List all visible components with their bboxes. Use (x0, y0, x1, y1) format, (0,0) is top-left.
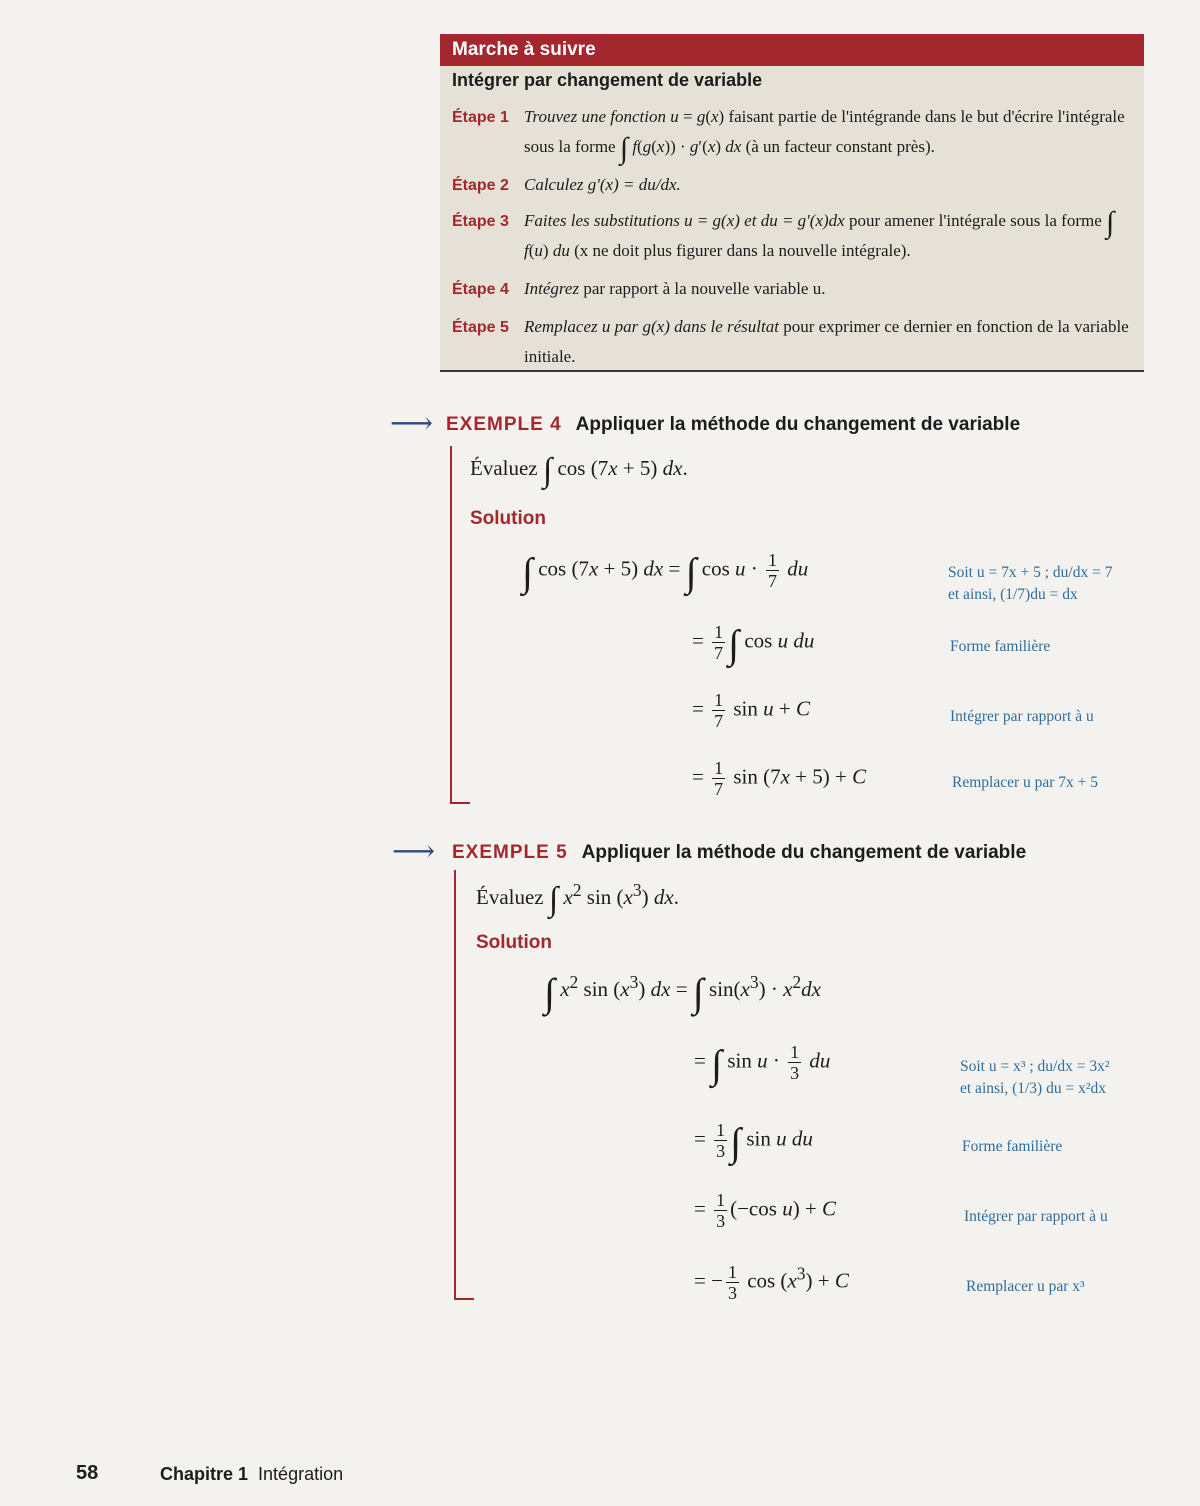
ex4-line-4: = $\frac{1}{7}$ sin (7x + 5) + C (692, 758, 867, 799)
ex5-note-4: Remplacer u par x³ (966, 1278, 1085, 1295)
step-2: Étape 2 Calculez g'(x) = du/dx. (452, 175, 681, 194)
example5-solution-label: Solution (476, 932, 552, 953)
procedure-header: Marche à suivre (440, 34, 1144, 66)
arrow-icon: ⟶ (392, 835, 436, 868)
ex5-line-5: = − $\frac{1}{3}$ $\cos (x^3) + C$ (694, 1262, 849, 1303)
ex4-line-2: = $\frac{1}{7}$ ∫ cos u du (692, 621, 815, 667)
ex5-line-4: = $\frac{1}{3}$ (−cos u) + C (694, 1190, 837, 1231)
example4-bracket (450, 446, 470, 804)
example5-title: EXEMPLE 5 Appliquer la méthode du changement de variable (452, 842, 1027, 863)
procedure-title: Intégrer par changement de variable (452, 70, 763, 90)
ex5-note-3: Intégrer par rapport à u (964, 1208, 1108, 1225)
ex5-line-2: = ∫ sin u · $\frac{1}{3}$ du (694, 1041, 831, 1087)
page-number: 58 (76, 1462, 99, 1484)
ex5-note-1: Soit u = x³ ; du/dx = 3x² et ainsi, (1/3) du = x²dx (960, 1058, 1110, 1097)
step-3: Étape 3 Faites les substitutions u = g(x) et du = g'(x)dx pour amener l'intégrale sous la forme ∫ f(u) du (x ne doit plus figurer dans la nouvelle intégrale). (452, 206, 1115, 260)
ex4-note-4: Remplacer u par 7x + 5 (952, 774, 1099, 791)
ex4-line-3: = $\frac{1}{7}$ sin u + C (692, 690, 810, 731)
example4-title: EXEMPLE 4 Appliquer la méthode du changement de variable (446, 414, 1021, 435)
ex5-note-2: Forme familière (962, 1138, 1063, 1155)
ex5-line-3: = $\frac{1}{3}$ ∫ sin u du (694, 1119, 813, 1165)
example5-bracket (454, 870, 474, 1300)
ex5-line-1: ∫ $x^2$ $\sin (x^3)$ dx = ∫ $\sin(x^3) \cdot x^2dx$ (544, 970, 821, 1015)
example4-solution-label: Solution (470, 508, 546, 529)
ex4-line-1: ∫ cos (7x + 5) dx = ∫ cos u · $\frac{1}{7}$ du (522, 549, 809, 595)
ex4-note-3: Intégrer par rapport à u (950, 708, 1094, 725)
ex4-note-1: Soit u = 7x + 5 ; du/dx = 7 et ainsi, (1/7)du = dx (948, 564, 1113, 603)
chapter-footer: Chapitre 1 Intégration (160, 1464, 344, 1484)
step-1: Étape 1 Trouvez une fonction u = g(x) faisant partie de l'intégrande dans le but d'écrire l'intégrale sous la forme ∫ f(g(x)) · g′(x) dx (à un facteur constant près). (452, 107, 1125, 165)
step-5: Étape 5 Remplacez u par g(x) dans le résultat pour exprimer ce dernier en fonction de la variable initiale. (452, 317, 1129, 366)
example4-prompt: Évaluez ∫ cos (7x + 5) dx. (470, 452, 688, 489)
step-4: Étape 4 Intégrez par rapport à la nouvelle variable u. (452, 279, 826, 298)
ex4-note-2: Forme familière (950, 638, 1051, 655)
example5-prompt: Évaluez ∫ $x^2$ $\sin (x^3)$ dx. (476, 880, 679, 918)
arrow-icon: ⟶ (390, 407, 434, 440)
procedure-box (440, 34, 1144, 372)
